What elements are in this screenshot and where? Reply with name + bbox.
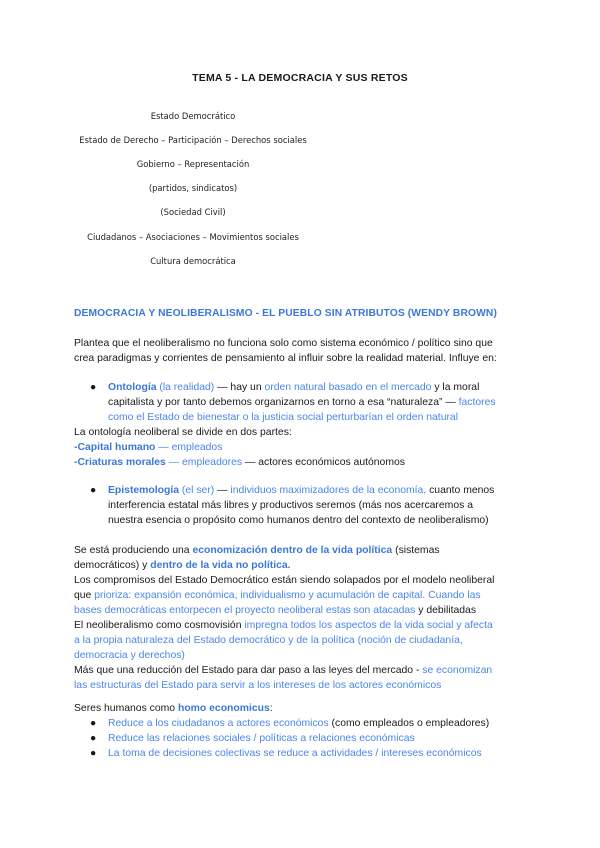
term-capital-humano: Capital humano [77,442,156,453]
highlight-text: economización dentro de la vida política [192,545,393,556]
highlight-text: dentro de la vida no política. [150,560,291,571]
bullet-epistemologia [90,483,530,529]
text-span: y la moral [431,382,480,393]
highlight-text: impregna todos los aspectos de la vida social y afecta [244,620,493,631]
highlight-text: como el Estado de bienestar o la justicia social perturbarían el orden natural [108,412,459,423]
intro-paragraph [74,336,534,366]
economizacion-paragraph [74,543,534,693]
diagram-line: Ciudadanos – Asociaciones – Movimientos sociales [87,232,299,242]
text-line: interferencia estatal más libres y productivos seremos (más nos acercaremos a [108,500,473,511]
text-span: : [269,703,273,714]
paren-text: (la realidad) [159,382,215,393]
text-span: que [74,590,95,601]
text-line: La ontología neoliberal se divide en dos partes: [74,427,292,438]
highlight-text: democracia y derechos) [74,650,185,661]
text-span: (como empleados o empleadores) [328,718,490,729]
text-span: Seres humanos como [74,703,178,714]
text-span: — [214,485,231,496]
text-span: y debilitadas [415,605,477,616]
text-span: democráticos) y [74,560,151,571]
text-line: Los compromisos del Estado Democrático están siendo solapados por el modelo neoliberal [74,575,495,586]
page-title: TEMA 5 - LA DEMOCRACIA Y SUS RETOS [192,72,408,84]
bullet-icon: ● [90,485,97,496]
bullet-icon: ● [90,733,97,744]
term-ontologia: Ontología [108,382,157,393]
highlight-text: Reduce las relaciones sociales / políticas a relaciones económicas [108,733,415,744]
text-span: — actores económicos autónomos [242,457,405,468]
highlight-text: La toma de decisiones colectivas se reduce a actividades / intereses económicos [108,748,482,759]
text-line: crea paradigmas y corrientes de pensamiento al influir sobre la realidad material. Influye en: [74,353,497,364]
text-span: (sistemas [392,545,440,556]
highlight-text: prioriza: expansión económica, individualismo y acumulación de capital. Cuando las [94,590,481,601]
diagram-line: Gobierno – Representación [136,159,250,169]
highlight-text: — empleados [155,442,223,453]
list-item [90,716,530,731]
highlight-text: factores [458,397,496,408]
text-span: Se está produciendo una [74,545,193,556]
bullet-ontologia [90,380,530,426]
list-item [90,731,530,746]
diagram-line: Estado Democrático [150,111,236,121]
text-line: nuestra esencia o propósito como humanos dentro del contexto de neoliberalismo) [108,515,489,526]
highlight-text: bases democráticas entorpecen el proyecto neoliberal estas son atacadas [74,605,416,616]
section-heading: DEMOCRACIA Y NEOLIBERALISMO - EL PUEBLO SIN ATRIBUTOS (WENDY BROWN) [74,308,497,319]
list-item [90,746,530,761]
text-span: El neoliberalismo como cosmovisión [74,620,245,631]
highlight-text: Reduce a los ciudadanos a actores económicos [108,718,329,729]
highlight-text: orden natural basado en el mercado [264,382,432,393]
text-line: Plantea que el neoliberalismo no funciona solo como sistema económico / político sino que [74,338,493,349]
bullet-icon: ● [90,382,97,393]
text-span: cuanto menos [426,485,495,496]
highlight-text: se economizan [422,665,493,676]
text-span: - [74,457,78,468]
highlight-text: a la propia naturaleza del Estado democrático y de la política (noción de ciudadanía, [74,635,463,646]
highlight-text: las estructuras del Estado para servir a los intereses de los actores económicos [74,680,442,691]
text-span: — hay un [214,382,265,393]
highlight-text: individuos maximizadores de la economía, [230,485,427,496]
term-criaturas-morales: Criaturas morales [77,457,166,468]
paren-text: (el ser) [181,485,215,496]
text-span: capitalista y por tanto debemos organizarnos en torno a esa “naturaleza” — [108,397,459,408]
diagram-line: Estado de Derecho – Participación – Derechos sociales [79,135,307,145]
homo-economicus-lead [74,701,534,716]
term-epistemologia: Epistemología [108,485,180,496]
text-span: Más que una reducción del Estado para dar paso a las leyes del mercado - [74,665,423,676]
term-homo-economicus: homo economicus [177,703,270,714]
diagram-line: (partidos, sindicatos) [148,183,238,193]
diagram-line: (Sociedad Civil) [160,207,226,217]
highlight-text: — empleadores [165,457,243,468]
text-span: - [74,442,78,453]
ontologia-split [74,425,534,470]
diagram-line: Cultura democrática [150,256,236,266]
bullet-icon: ● [90,718,97,729]
bullet-icon: ● [90,748,97,759]
